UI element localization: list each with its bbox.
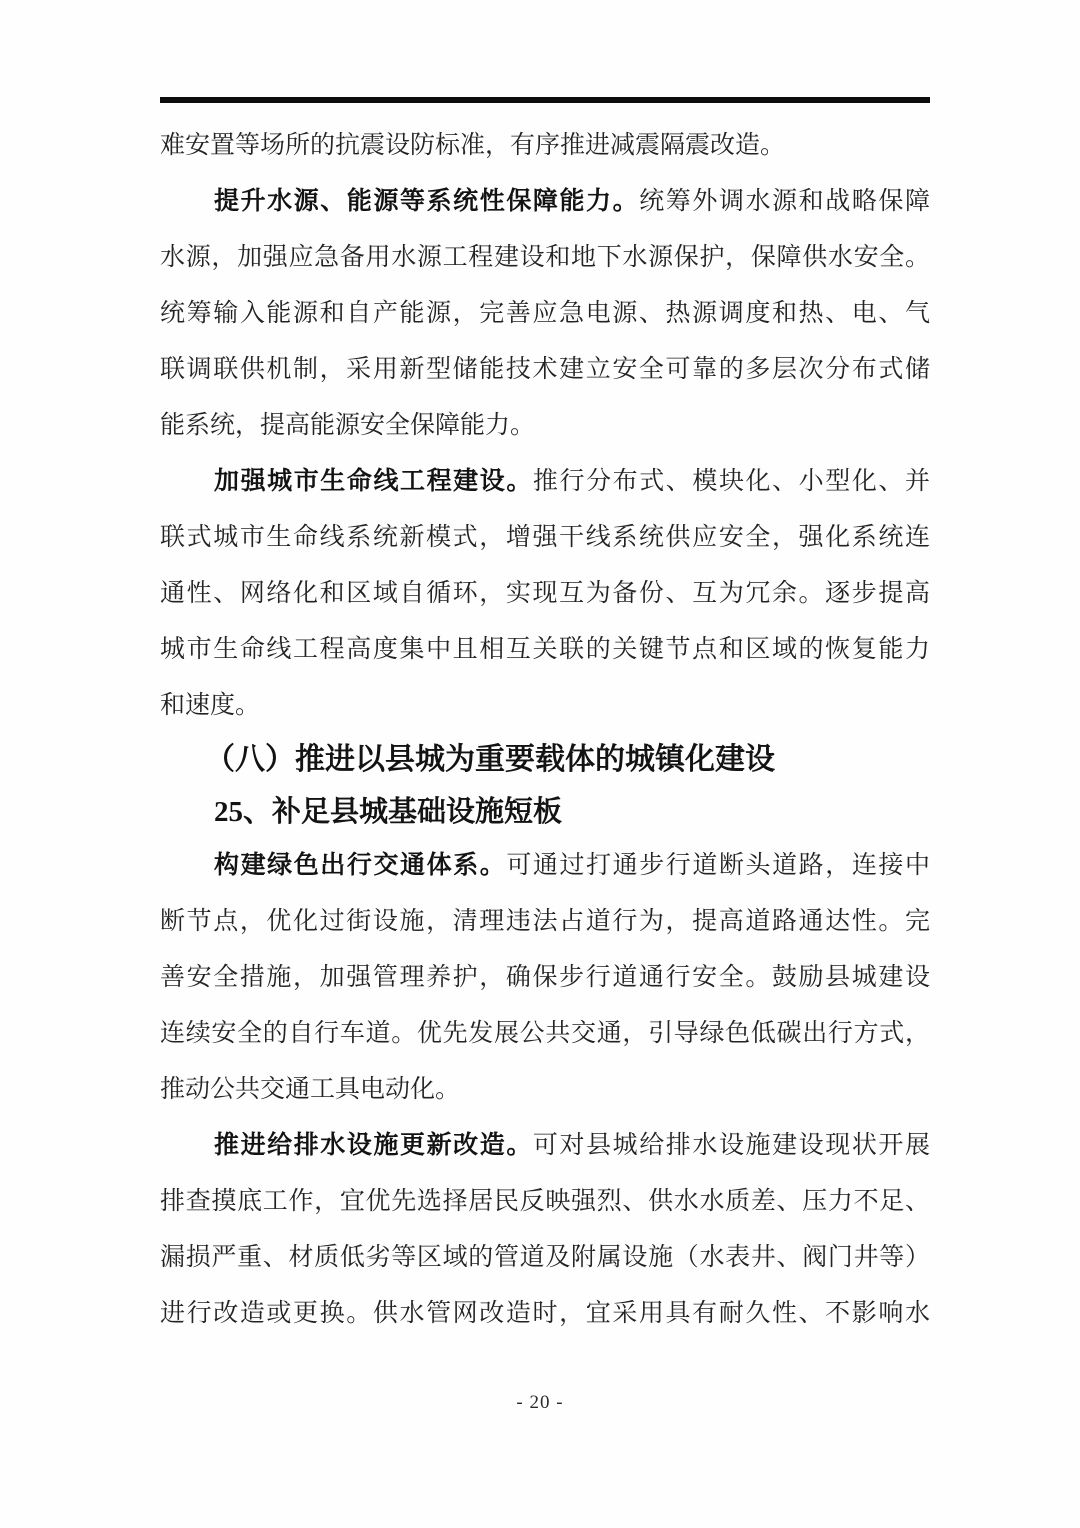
text-line	[160, 1062, 930, 1118]
text-run: 和速度。	[160, 692, 261, 719]
text-line	[160, 678, 930, 734]
text-run: 联调联供机制，采用新型储能技术建立安全可靠的多层次分布式储	[160, 356, 930, 383]
text-run: 推动公共交通工具电动化。	[160, 1076, 461, 1103]
bold-run: 推进给排水设施更新改造。	[214, 1132, 533, 1159]
bold-run: （八）推进以县城为重要载体的城镇化建设	[205, 743, 775, 776]
text-run: 推行分布式、模块化、小型化、并	[532, 468, 930, 495]
text-line	[160, 838, 930, 894]
text-run: 可对县城给排水设施建设现状开展	[532, 1132, 930, 1159]
text-run: 排查摸底工作，宜优先选择居民反映强烈、供水水质差、压力不足、	[160, 1188, 930, 1215]
text-line	[160, 286, 930, 342]
item-heading	[160, 786, 930, 838]
text-line	[160, 118, 930, 174]
text-line	[160, 174, 930, 230]
text-line	[160, 1118, 930, 1174]
bold-run: 提升水源、能源等系统性保障能力。	[214, 188, 640, 215]
text-line	[160, 454, 930, 510]
text-run: 难安置等场所的抗震设防标准，有序推进减震隔震改造。	[160, 132, 786, 159]
text-line	[160, 398, 930, 454]
text-run: 进行改造或更换。供水管网改造时，宜采用具有耐久性、不影响水	[160, 1300, 930, 1327]
text-run: 联式城市生命线系统新模式，增强干线系统供应安全，强化系统连	[160, 524, 930, 551]
text-line	[160, 1230, 930, 1286]
document-body	[160, 118, 930, 1342]
text-run: 城市生命线工程高度集中且相互关联的关键节点和区域的恢复能力	[160, 636, 930, 663]
text-run: 通性、网络化和区域自循环，实现互为备份、互为冗余。逐步提高	[160, 580, 930, 607]
text-run: 水源，加强应急备用水源工程建设和地下水源保护，保障供水安全。	[160, 244, 930, 271]
text-run: 能系统，提高能源安全保障能力。	[160, 412, 536, 439]
text-line	[160, 1174, 930, 1230]
text-run: 连续安全的自行车道。优先发展公共交通，引导绿色低碳出行方式，	[160, 1020, 930, 1047]
text-line	[160, 342, 930, 398]
section-heading	[160, 734, 930, 786]
text-line	[160, 566, 930, 622]
text-run: 统筹外调水源和战略保障	[639, 188, 930, 215]
text-run: 断节点，优化过街设施，清理违法占道行为，提高道路通达性。完	[160, 908, 930, 935]
bold-run: 25、补足县城基础设施短板	[214, 796, 563, 828]
header-rule	[160, 97, 930, 103]
text-run: 善安全措施，加强管理养护，确保步行道通行安全。鼓励县城建设	[160, 964, 930, 991]
text-run: 漏损严重、材质低劣等区域的管道及附属设施（水表井、阀门井等）	[160, 1244, 930, 1271]
text-line	[160, 622, 930, 678]
text-line	[160, 1286, 930, 1342]
bold-run: 加强城市生命线工程建设。	[214, 468, 533, 495]
bold-run: 构建绿色出行交通体系。	[214, 852, 507, 879]
text-run: 统筹输入能源和自产能源，完善应急电源、热源调度和热、电、气	[160, 300, 930, 327]
text-line	[160, 950, 930, 1006]
page-number: - 20 -	[516, 1392, 564, 1413]
text-line	[160, 894, 930, 950]
text-run: 可通过打通步行道断头道路，连接中	[506, 852, 930, 879]
text-line	[160, 1006, 930, 1062]
text-line	[160, 230, 930, 286]
text-line	[160, 510, 930, 566]
